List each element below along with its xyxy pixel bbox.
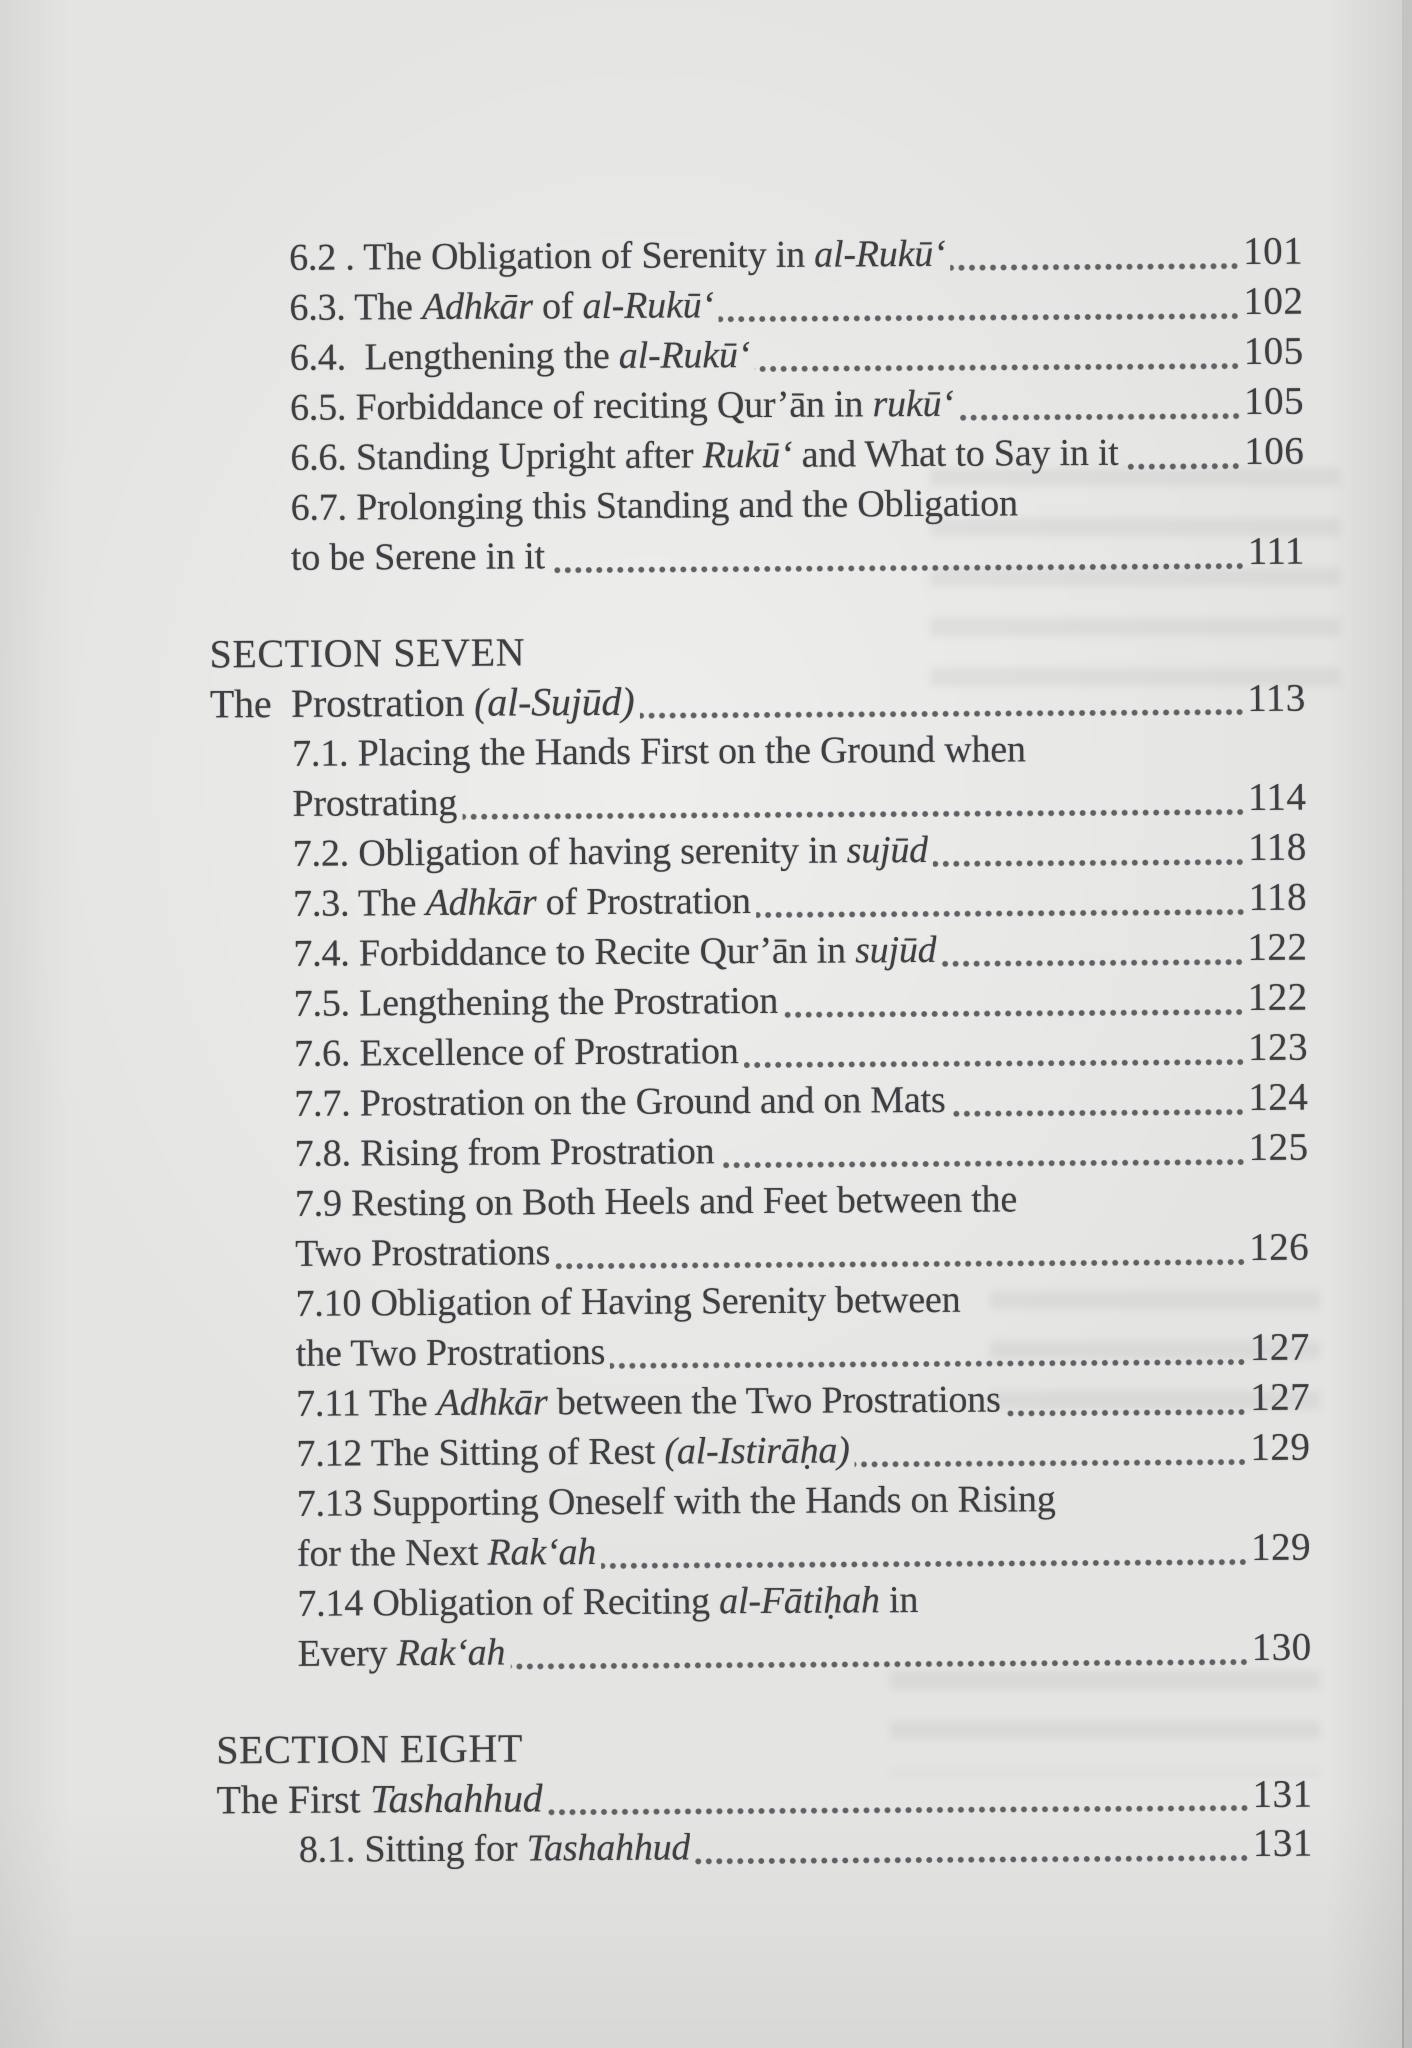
toc-entry [212, 1123, 1308, 1180]
dot-leader [855, 1458, 1248, 1468]
section-heading [216, 1719, 1312, 1776]
toc-entry-continuation [210, 773, 1306, 830]
dot-leader [695, 1854, 1250, 1865]
toc-entry [210, 723, 1306, 780]
entry-title: 7.14 Obligation of Reciting al-Fātiḥah in [297, 1579, 919, 1625]
entry-title: 6.6. Standing Upright after Rukū‘ and What to Say in it [290, 431, 1119, 479]
page-number: 122 [1247, 925, 1308, 970]
section-title-entry [216, 1769, 1312, 1826]
entry-title: 7.1. Placing the Hands First on the Ground when [292, 728, 1026, 775]
toc-entry [211, 923, 1307, 980]
page-number: 101 [1242, 229, 1304, 274]
page-number: 123 [1247, 1025, 1309, 1070]
toc-entry [212, 1073, 1308, 1130]
dot-leader [933, 858, 1245, 868]
dot-leader [756, 908, 1246, 919]
dot-leader [959, 412, 1241, 422]
entry-title: Every Rak‘ah [297, 1631, 506, 1675]
entry-title: SECTION SEVEN [209, 629, 526, 677]
toc-entry [215, 1573, 1311, 1630]
page-number: 127 [1249, 1375, 1311, 1420]
toc-entry [208, 427, 1304, 484]
toc-entry-continuation [209, 527, 1305, 584]
entry-title: 7.10 Obligation of Having Serenity between [295, 1278, 961, 1325]
dot-leader [744, 1058, 1245, 1069]
dot-leader [783, 1008, 1245, 1019]
dot-leader [639, 708, 1244, 720]
page-number: 102 [1243, 279, 1304, 324]
page-number: 118 [1248, 875, 1308, 920]
page-number: 111 [1247, 529, 1306, 574]
entry-title: the Two Prostrations [295, 1330, 606, 1375]
page-number: 127 [1249, 1325, 1310, 1370]
table-of-contents [207, 227, 1313, 1876]
toc-entry [211, 823, 1307, 880]
entry-title: Two Prostrations [295, 1231, 551, 1275]
entry-title: Prostrating [292, 781, 458, 825]
page-number: 131 [1252, 1772, 1313, 1817]
entry-title: for the Next Rak‘ah [296, 1531, 597, 1575]
toc-entry [209, 477, 1305, 534]
entry-title: The First Tashahhud [216, 1775, 543, 1823]
entry-title: 7.12 The Sitting of Rest (al-Istirāḥa) [296, 1429, 850, 1475]
toc-entry-continuation [216, 1623, 1312, 1680]
entry-title: 7.8. Rising from Prostration [294, 1130, 715, 1175]
toc-entry-continuation [214, 1323, 1310, 1380]
entry-title: 7.3. The Adhkār of Prostration [292, 880, 751, 925]
entry-title: 7.6. Excellence of Prostration [293, 1030, 739, 1075]
page-number: 130 [1251, 1625, 1312, 1670]
dot-leader [610, 1358, 1247, 1370]
dot-leader [548, 1804, 1250, 1816]
toc-entry [212, 973, 1308, 1030]
dot-leader [755, 362, 1241, 373]
page-edge-shadow [1404, 0, 1412, 2048]
page-number: 125 [1248, 1125, 1309, 1170]
toc-entry [207, 277, 1303, 334]
page-edge-line [1402, 0, 1404, 2048]
toc-entry-continuation [215, 1523, 1311, 1580]
page-number: 113 [1247, 676, 1306, 721]
page-number: 122 [1247, 975, 1308, 1020]
entry-title: 7.11 The Adhkār between the Two Prostrations [296, 1378, 1001, 1425]
dot-leader [1124, 462, 1242, 471]
entry-title: 7.2. Obligation of having serenity in sujūd [292, 828, 929, 875]
entry-title: 8.1. Sitting for Tashahhud [298, 1826, 691, 1871]
entry-title: 6.7. Prolonging this Standing and the Obligation [290, 482, 1018, 529]
toc-entry [214, 1373, 1310, 1430]
entry-title: 7.7. Prostration on the Ground and on Mats [294, 1078, 946, 1125]
toc-entry [212, 1023, 1308, 1080]
dot-leader [462, 808, 1245, 821]
page-number: 129 [1250, 1525, 1312, 1570]
entry-title: SECTION EIGHT [216, 1725, 524, 1773]
entry-title: to be Serene in it [290, 535, 545, 579]
entry-title: 7.4. Forbiddance to Recite Qur’ān in sujūd [293, 928, 937, 975]
toc-entry-continuation [213, 1223, 1309, 1280]
entry-title: 6.3. The Adhkār of al-Rukū‘ [289, 284, 715, 329]
dot-leader [550, 562, 1245, 574]
page-number: 124 [1248, 1075, 1309, 1120]
page-number: 129 [1250, 1425, 1311, 1470]
entry-title: 6.5. Forbiddance of reciting Qur’ān in rukū‘ [289, 382, 954, 429]
entry-title: 7.9 Resting on Both Heels and Feet between the [294, 1178, 1018, 1225]
page-number: 105 [1243, 379, 1305, 424]
toc-entry [217, 1819, 1313, 1876]
dot-leader [942, 958, 1245, 968]
page-number: 105 [1243, 329, 1304, 374]
entry-title: 6.4. Lengthening the al-Rukū‘ [289, 334, 751, 379]
toc-entry [214, 1423, 1310, 1480]
toc-entry [213, 1273, 1309, 1330]
dot-leader [719, 1158, 1245, 1169]
toc-entry [215, 1473, 1311, 1530]
page-number: 114 [1247, 775, 1307, 820]
section-heading [209, 623, 1305, 680]
page-number: 106 [1244, 429, 1305, 474]
dot-leader [601, 1558, 1248, 1570]
page-number: 118 [1248, 825, 1307, 870]
section-title-entry [210, 673, 1306, 730]
toc-entry [211, 873, 1307, 930]
page-number: 131 [1252, 1821, 1313, 1866]
entry-title: 7.13 Supporting Oneself with the Hands on Rising [296, 1478, 1056, 1525]
dot-leader [719, 312, 1241, 323]
dot-leader [951, 262, 1241, 272]
entry-title: 6.2 . The Obligation of Serenity in al-Rukū‘ [289, 232, 946, 279]
toc-entry [213, 1173, 1309, 1230]
toc-entry [208, 327, 1304, 384]
toc-entry [207, 227, 1303, 284]
entry-title: The Prostration (al-Sujūd) [209, 678, 635, 727]
dot-leader [555, 1258, 1246, 1270]
entry-title: 7.5. Lengthening the Prostration [293, 979, 779, 1025]
dot-leader [510, 1658, 1248, 1671]
dot-leader [1006, 1408, 1248, 1417]
page-number: 126 [1249, 1225, 1310, 1270]
dot-leader [951, 1108, 1246, 1118]
toc-entry [208, 377, 1304, 434]
